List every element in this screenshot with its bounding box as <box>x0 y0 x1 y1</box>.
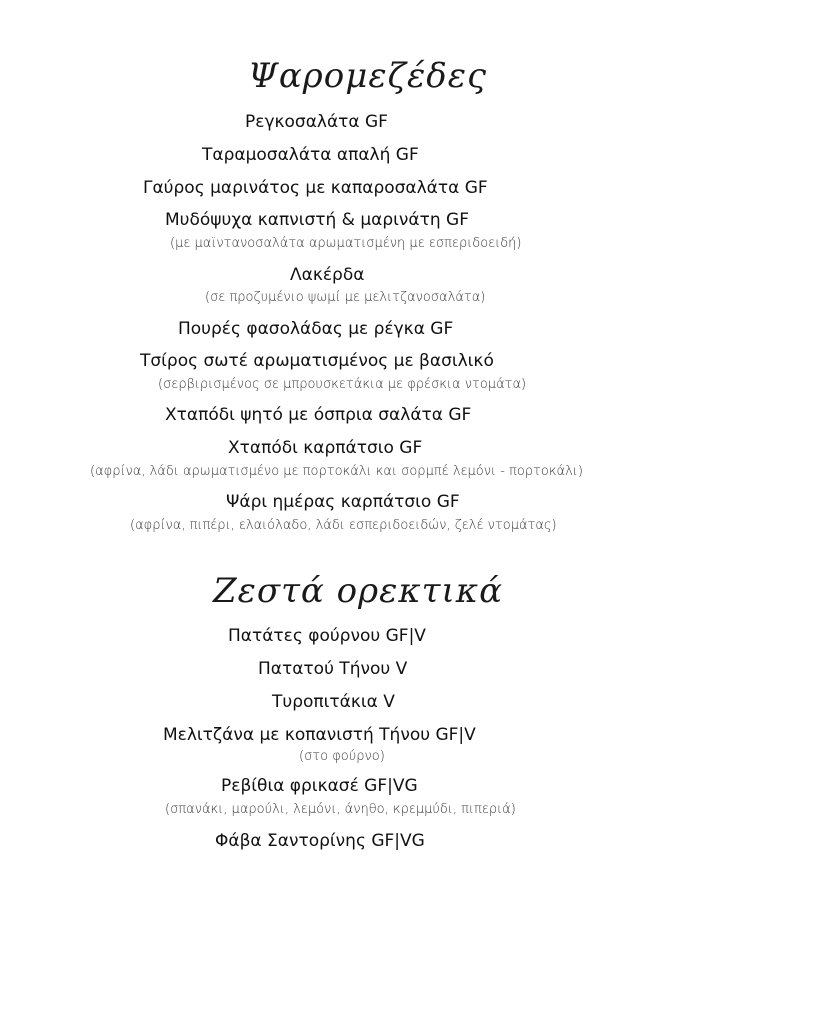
menu-item: Γαύρος μαρινάτος με καπαροσαλάτα GF <box>143 178 488 198</box>
menu-item: Λακέρδα <box>290 265 365 285</box>
menu-item: Πουρές φασολάδας με ρέγκα GF <box>178 319 454 339</box>
menu-item: Πατατού Τήνου V <box>258 659 408 679</box>
menu-item: Τσίρος σωτέ αρωματισμένος με βασιλικό <box>140 351 494 371</box>
menu-item: Χταπόδι καρπάτσιο GF <box>228 438 423 458</box>
menu-item: Χταπόδι ψητό με όσπρια σαλάτα GF <box>165 405 472 425</box>
menu-item: Μυδόψυχα καπνιστή & μαρινάτη GF <box>165 210 469 230</box>
menu-item: Ρεγκοσαλάτα GF <box>245 112 388 132</box>
menu-item-note: (με μαϊντανοσαλάτα αρωματισμένη με εσπεριδοειδή) <box>170 236 522 251</box>
menu-item: Τυροπιτάκια V <box>272 692 395 712</box>
menu-item: Μελιτζάνα με κοπανιστή Τήνου GF|V <box>163 725 476 745</box>
menu-item-note: (σπανάκι, μαρούλι, λεμόνι, άνηθο, κρεμμύδι, πιπεριά) <box>165 802 516 817</box>
menu-item-note: (αφρίνα, λάδι αρωματισμένο με πορτοκάλι και σορμπέ λεμόνι - πορτοκάλι) <box>90 464 583 479</box>
menu-item-note: (αφρίνα, πιπέρι, ελαιόλαδο, λάδι εσπεριδοειδών, ζελέ ντομάτας) <box>130 518 557 533</box>
menu-item-note: (σερβιρισμένος σε μπρουσκετάκια με φρέσκια ντομάτα) <box>158 377 527 392</box>
menu-item: Φάβα Σαντορίνης GF|VG <box>215 831 425 851</box>
section-heading-hot-appetizers: Ζεστά ορεκτικά <box>213 571 504 611</box>
menu-item: Ψάρι ημέρας καρπάτσιο GF <box>226 492 460 512</box>
menu-item-note: (σε προζυμένιο ψωμί με μελιτζανοσαλάτα) <box>205 290 486 305</box>
section-heading-fish-meze: Ψαρομεζέδες <box>248 56 488 96</box>
menu-item: Πατάτες φούρνου GF|V <box>228 626 426 646</box>
menu-item: Ταραμοσαλάτα απαλή GF <box>202 145 419 165</box>
menu-item: Ρεβίθια φρικασέ GF|VG <box>221 776 418 796</box>
menu-item-note: (στο φούρνο) <box>299 749 385 764</box>
